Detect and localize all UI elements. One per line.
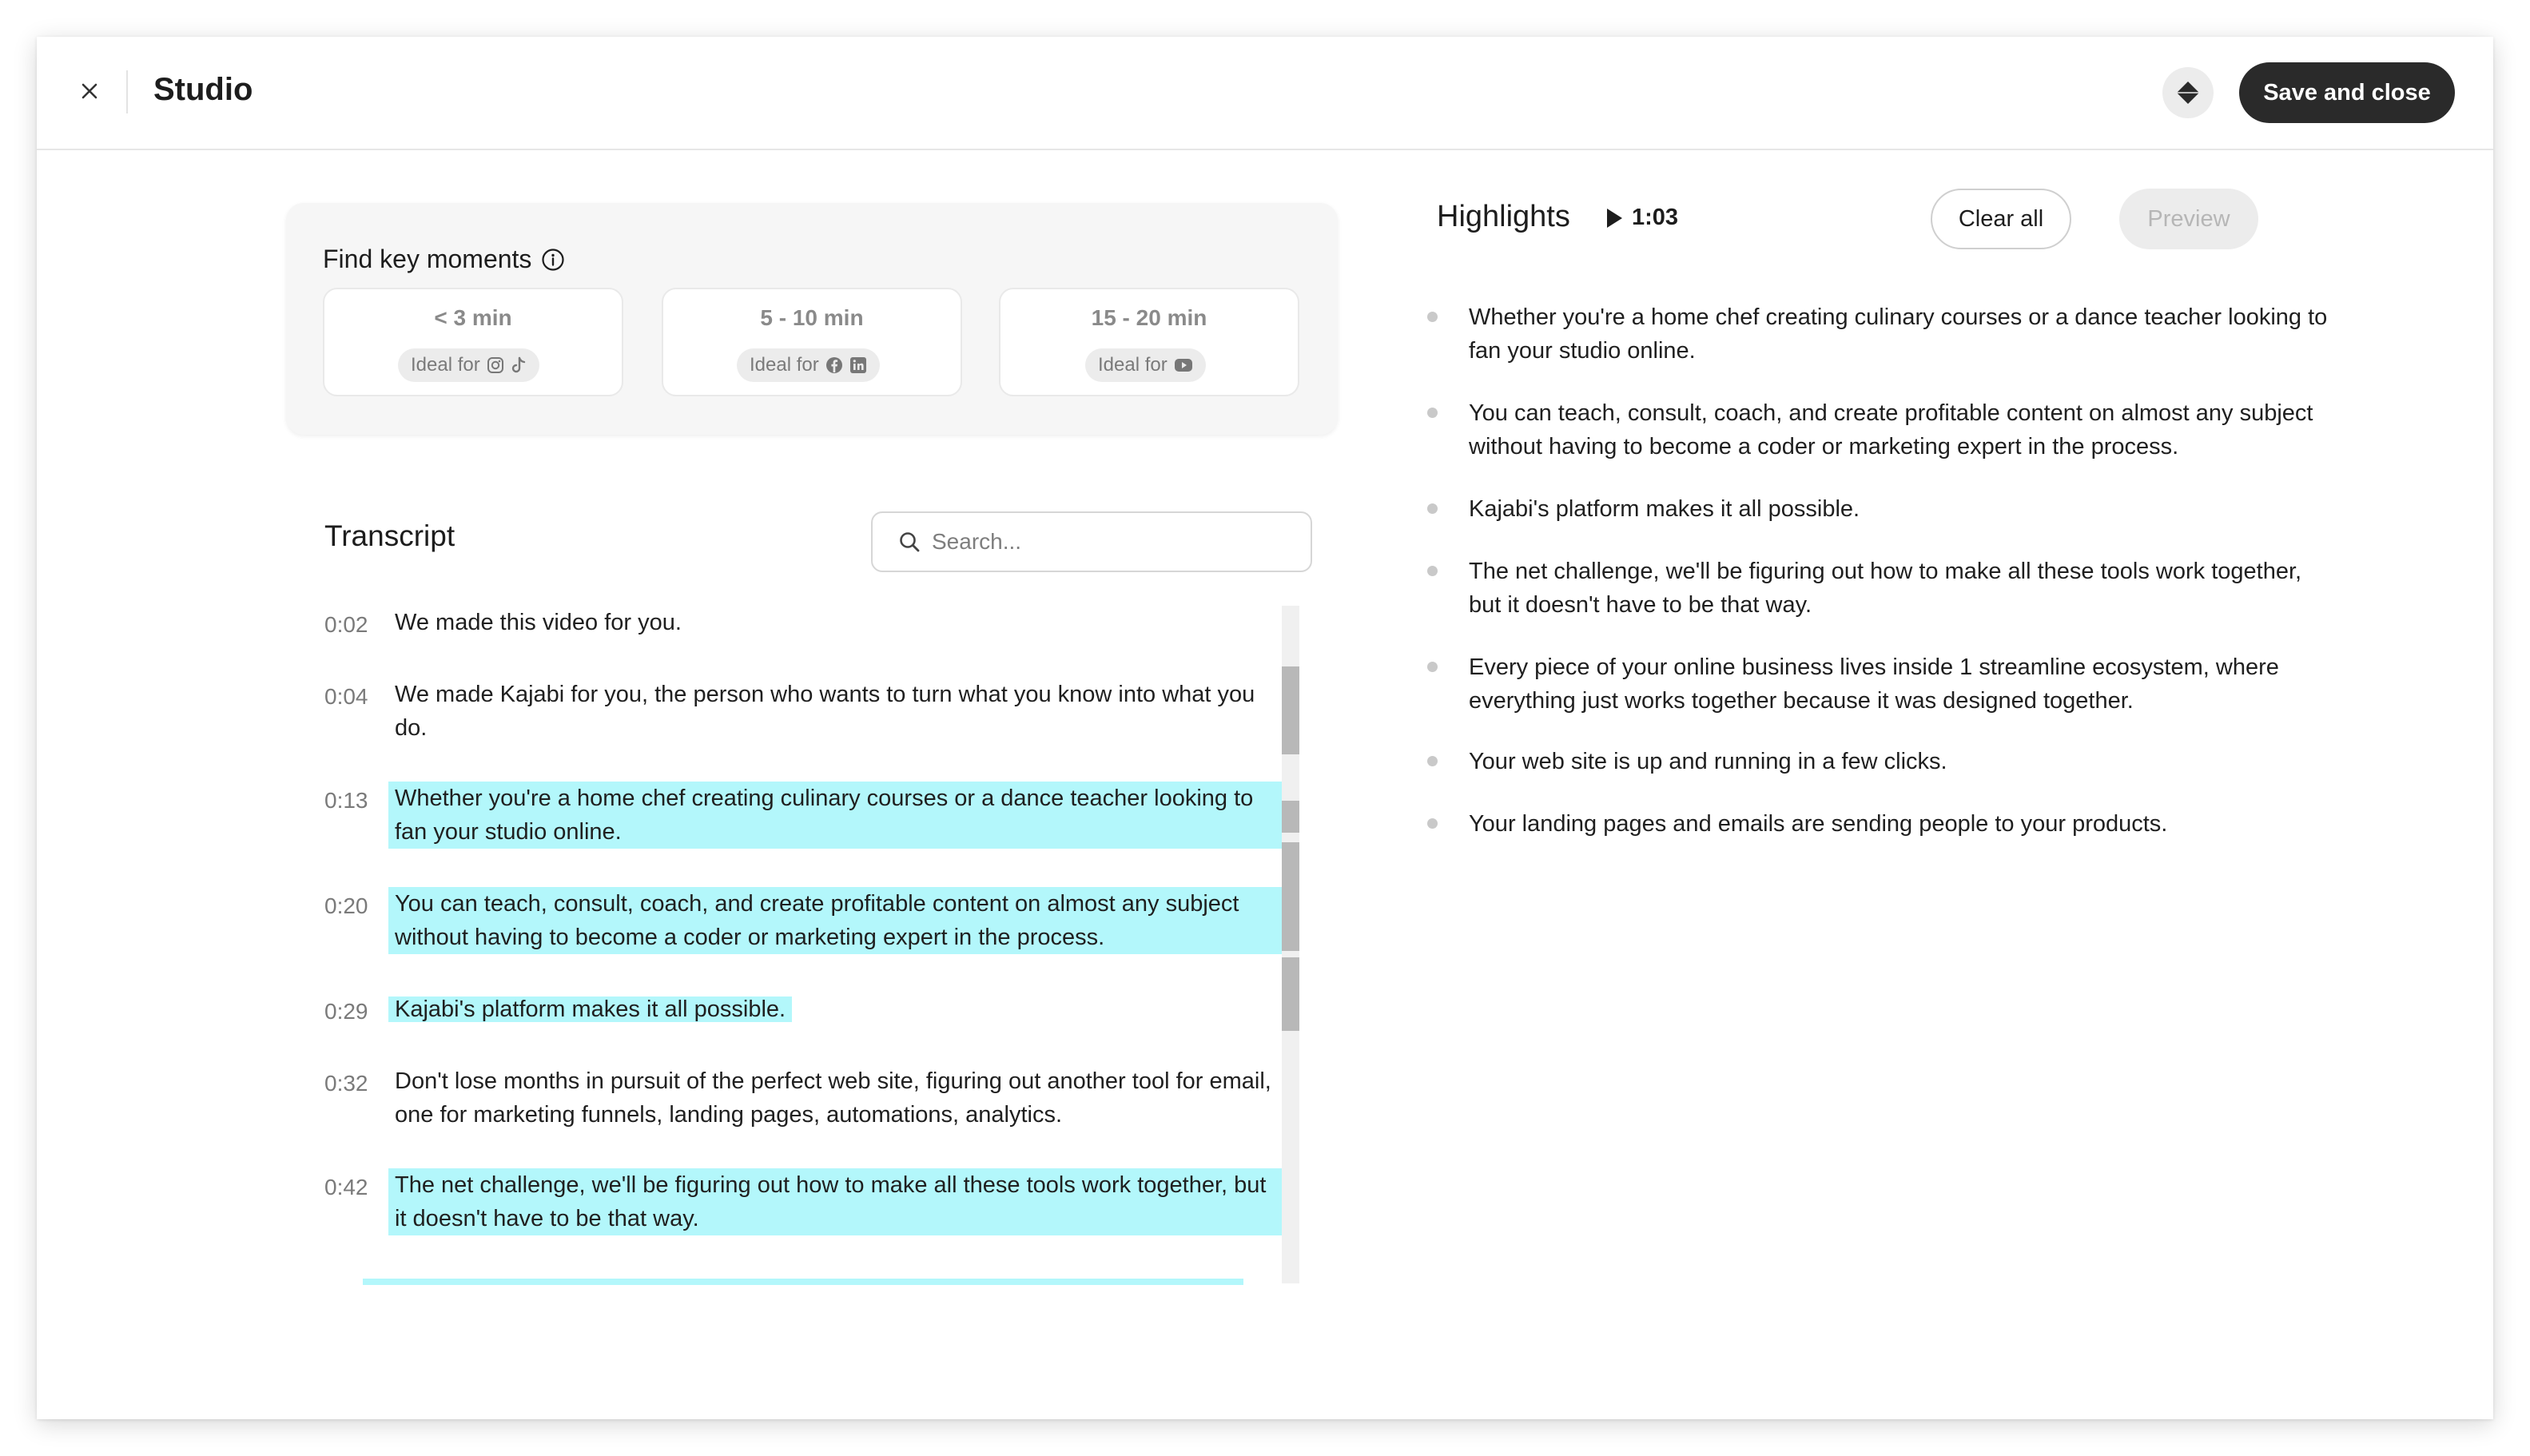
timestamp: 0:32: [324, 1071, 368, 1096]
key-moments-card: [286, 203, 1338, 435]
instagram-icon: [487, 356, 504, 374]
bullet: [1427, 566, 1438, 576]
transcript-text: You can teach, consult, coach, and create profitable content on almost any subject without having to become a coder or marketing expert in the process.: [388, 887, 1282, 954]
transcript-search[interactable]: [871, 511, 1312, 572]
play-icon: [1605, 207, 1624, 229]
highlight-text: You can teach, consult, coach, and create profitable content on almost any subject without having to become a coder or marketing expert in the process.: [1469, 400, 2313, 459]
bullet: [1427, 408, 1438, 418]
ideal-for-label: Ideal for: [411, 354, 480, 376]
bullet: [1427, 312, 1438, 322]
key-moment-option-short[interactable]: [323, 288, 623, 396]
preview-button[interactable]: Preview: [2119, 189, 2258, 249]
ideal-for-badge: [1085, 348, 1206, 382]
transcript-text: Whether you're a home chef creating culinary courses or a dance teacher looking to fan your studio online.: [388, 782, 1282, 849]
ideal-for-badge: [398, 348, 539, 382]
highlight-text: Whether you're a home chef creating culinary courses or a dance teacher looking to fan your studio online.: [1469, 304, 2328, 364]
duration-value: 1:03: [1632, 205, 1679, 230]
key-moment-option-medium[interactable]: [662, 288, 962, 396]
option-duration: 15 - 20 min: [1091, 305, 1207, 330]
header: [37, 37, 2493, 150]
bullet: [1427, 756, 1438, 766]
timestamp: 0:29: [324, 999, 368, 1024]
close-icon: [80, 82, 99, 101]
transcript-text: Don't lose months in pursuit of the perfect web site, figuring out another tool for email, one for marketing funnels, landing pages, automations, analytics.: [395, 1068, 1271, 1128]
key-moments-heading: [323, 245, 565, 274]
bullet: [1427, 662, 1438, 672]
transcript-text: The net challenge, we'll be figuring out how to make all these tools work together, but it doesn't have to be that way.: [388, 1168, 1282, 1235]
highlight-text: Your landing pages and emails are sending people to your products.: [1469, 811, 2168, 837]
clear-all-button[interactable]: Clear all: [1931, 189, 2071, 249]
bullet: [1427, 818, 1438, 829]
ideal-for-label: Ideal for: [750, 354, 819, 376]
scroll-marker: [1282, 801, 1299, 833]
facebook-icon: [825, 356, 843, 374]
timestamp: 0:20: [324, 893, 368, 918]
key-moment-option-long[interactable]: [999, 288, 1299, 396]
page-title: Studio: [153, 72, 253, 107]
close-button[interactable]: [72, 74, 107, 109]
transcript-text: We made this video for you.: [395, 610, 682, 635]
next-highlight-edge: [363, 1279, 1243, 1285]
ideal-for-badge: [737, 348, 880, 382]
transcript-list: [308, 606, 1303, 1283]
transcript-scrollbar[interactable]: [1282, 606, 1299, 1283]
option-duration: 5 - 10 min: [760, 305, 864, 330]
key-moments-title: Find key moments: [323, 245, 532, 273]
transcript-text: Kajabi's platform makes it all possible.: [388, 993, 1282, 1026]
timestamp: 0:04: [324, 684, 368, 709]
info-icon[interactable]: [541, 248, 565, 272]
search-icon: [898, 531, 921, 553]
highlights-title: Highlights: [1437, 200, 1570, 233]
highlight-text: Kajabi's platform makes it all possible.: [1469, 496, 1860, 522]
highlight-text: The net challenge, we'll be figuring out how to make all these tools work together, but it doesn't have to be that way.: [1469, 559, 2302, 618]
search-input[interactable]: [932, 529, 1283, 555]
scroll-marker: [1282, 957, 1299, 1031]
diamond-icon: [2175, 80, 2201, 105]
ideal-for-label: Ideal for: [1098, 354, 1168, 376]
linkedin-icon: [849, 356, 867, 374]
bullet: [1427, 503, 1438, 514]
transcript-text: We made Kajabi for you, the person who wants to turn what you know into what you do.: [395, 682, 1255, 741]
timestamp: 0:42: [324, 1175, 368, 1199]
highlights-duration[interactable]: [1605, 205, 1678, 231]
scroll-marker: [1282, 842, 1299, 951]
timestamp: 0:13: [324, 788, 368, 813]
scroll-marker: [1282, 666, 1299, 754]
save-and-close-button[interactable]: Save and close: [2239, 62, 2455, 123]
timestamp: 0:02: [324, 612, 368, 637]
youtube-icon: [1174, 358, 1193, 372]
tiktok-icon: [511, 356, 527, 374]
highlight-text: Every piece of your online business lives inside 1 streamline ecosystem, where everything just works together because it was designed together.: [1469, 654, 2279, 714]
option-duration: < 3 min: [434, 305, 512, 330]
premium-button[interactable]: [2162, 67, 2214, 118]
transcript-title: Transcript: [324, 519, 455, 552]
highlight-text: Your web site is up and running in a few clicks.: [1469, 749, 1947, 774]
studio-window: [37, 37, 2493, 1419]
header-divider: [126, 70, 128, 113]
